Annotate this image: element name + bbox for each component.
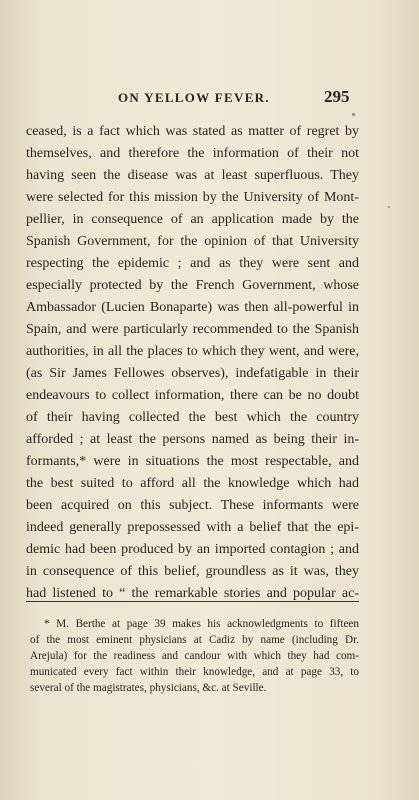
footnote-line: municated every fact within their knowledge, and at page 33, to [30, 666, 359, 678]
text-line: especially protected by the French Government, whose [26, 278, 359, 293]
text-line: having seen the disease was at least superfluous. They [26, 168, 359, 183]
text-line: authorities, in all the places to which they went, and were, [26, 344, 359, 359]
text-line: ceased, is a fact which was stated as matter of regret by [26, 124, 359, 139]
footnote-line: Arejula) for the readiness and candour with which they had com- [30, 650, 359, 662]
text-line: themselves, and therefore the information of their not [26, 146, 359, 161]
text-line: Spanish Government, for the opinion of that University [26, 234, 359, 249]
text-line: Spain, and were particularly recommended to the Spanish [26, 322, 359, 337]
text-line: formants,* were in situations the most respectable, and [26, 454, 359, 469]
text-line: been acquired on this subject. These informants were [26, 498, 359, 513]
text-line: afforded ; at least the persons named as being their in- [26, 432, 359, 447]
text-line: endeavours to collect information, there can be no doubt [26, 388, 359, 403]
text-line: in consequence of this belief, groundless as it was, they [26, 564, 359, 579]
text-line: (as Sir James Fellowes observes), indefatigable in their [26, 366, 359, 381]
ink-speck [352, 113, 355, 116]
text-line: respecting the epidemic ; and as they were sent and [26, 256, 359, 271]
page-number: 295 [324, 87, 350, 106]
footnote-rule [26, 601, 359, 602]
text-line: of their having collected the best which the country [26, 410, 359, 425]
footnote-line: of the most eminent physicians at Cadiz by name (including Dr. [30, 634, 359, 646]
text-line: were selected for this mission by the University of Mont- [26, 190, 359, 205]
text-line: indeed generally prepossessed with a belief that the epi- [26, 520, 359, 535]
ink-speck [388, 206, 390, 208]
text-line: the best suited to afford all the knowledge which had [26, 476, 359, 491]
running-title: ON YELLOW FEVER. [118, 90, 270, 105]
footnote-line: several of the magistrates, physicians, &c. at Seville. [30, 682, 267, 694]
text-line: pellier, in consequence of an application made by the [26, 212, 359, 227]
running-head [0, 88, 419, 110]
text-line: Ambassador (Lucien Bonaparte) was then all-powerful in [26, 300, 359, 315]
footnote-line: * M. Berthe at page 39 makes his acknowledgments to fifteen [44, 618, 359, 630]
text-line: had listened to “ the remarkable stories and popular ac- [26, 586, 359, 601]
text-line: demic had been produced by an imported contagion ; and [26, 542, 359, 557]
